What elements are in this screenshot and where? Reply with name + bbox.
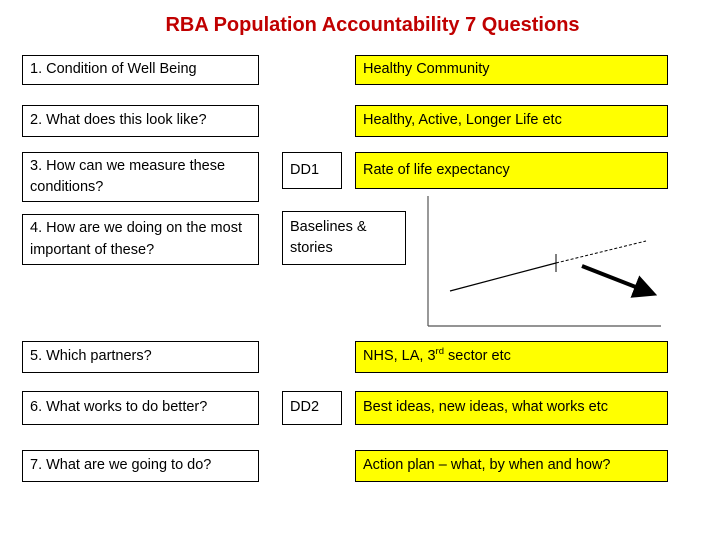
answer-6-box [355, 391, 668, 425]
question-1-label: 1. Condition of Well Being [30, 61, 197, 78]
dd2-box [282, 391, 342, 425]
answer-2-label: Healthy, Active, Longer Life etc [363, 112, 562, 129]
question-3-label: 3. How can we measure these conditions? [30, 157, 226, 195]
question-4-box [22, 214, 259, 265]
question-2-label: 2. What does this look like? [30, 112, 207, 129]
page-title: RBA Population Accountability 7 Questions [165, 14, 580, 36]
question-2-box [22, 105, 259, 137]
question-7-label: 7. What are we going to do? [30, 457, 212, 474]
answer-7-label: Action plan – what, by when and how? [363, 457, 611, 474]
question-3-box [22, 152, 259, 202]
trend-line [450, 263, 556, 291]
answer-3-label: Rate of life expectancy [363, 161, 510, 178]
dd1-box [282, 152, 342, 189]
baselines-box [282, 211, 406, 265]
trend-graph [420, 190, 670, 330]
question-5-box [22, 341, 259, 373]
answer-5-box [355, 341, 668, 373]
turn-the-curve-arrow [582, 266, 646, 291]
question-4-label: 4. How are we doing on the most important of these? [30, 220, 242, 258]
question-6-box [22, 391, 259, 425]
forecast-line [556, 241, 646, 263]
answer-6-label: Best ideas, new ideas, what works etc [363, 399, 609, 416]
question-5-label: 5. Which partners? [30, 348, 152, 365]
answer-1-label: Healthy Community [363, 61, 490, 78]
question-7-box [22, 450, 259, 482]
answer-5-label: NHS, LA, 3rd sector etc [363, 346, 511, 365]
answer-1-box [355, 55, 668, 85]
dd2-label: DD2 [290, 399, 320, 416]
answer-7-box [355, 450, 668, 482]
question-6-label: 6. What works to do better? [30, 399, 208, 416]
answer-2-box [355, 105, 668, 137]
baselines-label: Baselines & stories [290, 218, 367, 256]
dd1-label: DD1 [290, 161, 320, 178]
question-1-box [22, 55, 259, 85]
answer-3-box [355, 152, 668, 189]
